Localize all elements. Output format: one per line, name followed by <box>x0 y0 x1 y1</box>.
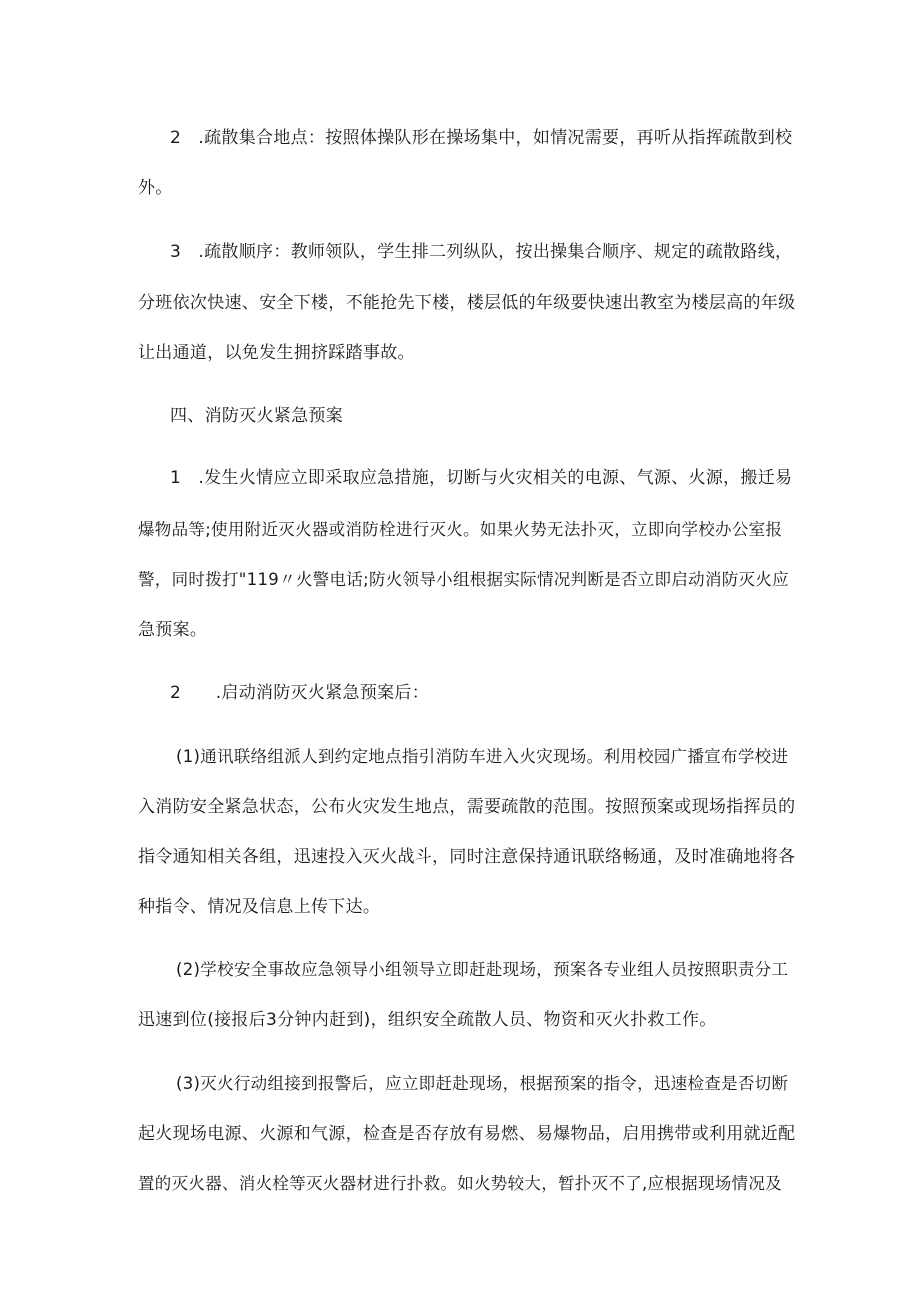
item-3-line-2: 起火现场电源、火源和气源，检查是否存放有易燃、易爆物品，启用携带或利用就近配 <box>138 1124 796 1144</box>
item-1-line-1: (1)通讯联络组派人到约定地点指引消防车进入火灾现场。利用校园广播宣布学校进 <box>176 747 789 766</box>
item-1-line-2: 入消防安全紧急状态，公布火灾发生地点，需要疏散的范围。按照预案或现场指挥员的 <box>138 797 796 817</box>
paragraph-fire-2-line-1: 2 .启动消防灭火紧急预案后： <box>170 683 430 703</box>
item-2-line-1: (2)学校安全事故应急领导小组领导立即赶赴现场，预案各专业组人员按照职责分工 <box>176 960 789 979</box>
paragraph-fire-1-line-4: 急预案。 <box>138 620 208 640</box>
item-1-line-3: 指令通知相关各组，迅速投入灭火战斗，同时注意保持通讯联络畅通，及时准确地将各 <box>138 847 796 867</box>
item-3-line-1: (3)灭火行动组接到报警后，应立即赶赴现场，根据预案的指令，迅速检查是否切断 <box>176 1074 789 1093</box>
item-1-line-4: 种指令、情况及信息上传下达。 <box>138 897 381 917</box>
section-heading-4: 四、消防灭火紧急预案 <box>170 406 343 426</box>
item-2-line-2: 迅速到位(接报后3分钟内赶到)，组织安全疏散人员、物资和灭火扑救工作。 <box>138 1010 717 1030</box>
paragraph-fire-1-line-1: 1 .发生火情应立即采取应急措施，切断与火灾相关的电源、气源、火源，搬迁易 <box>170 468 793 488</box>
paragraph-3-line-2: 分班依次快速、安全下楼，不能抢先下楼，楼层低的年级要快速出教室为楼层高的年级 <box>138 293 796 313</box>
paragraph-2-line-1: 2 .疏散集合地点：按照体操队形在操场集中，如情况需要，再听从指挥疏散到校 <box>170 128 793 148</box>
paragraph-3-line-3: 让出通道，以免发生拥挤踩踏事故。 <box>138 343 415 363</box>
item-3-line-3: 置的灭火器、消火栓等灭火器材进行扑救。如火势较大，暂扑灭不了,应根据现场情况及 <box>138 1174 782 1193</box>
paragraph-fire-1-line-3: 警，同时拨打"119〃火警电话;防火领导小组根据实际情况判断是否立即启动消防灭火应 <box>138 570 789 589</box>
paragraph-3-line-1: 3 .疏散顺序：教师领队，学生排二列纵队，按出操集合顺序、规定的疏散路线， <box>170 242 793 262</box>
paragraph-2-line-2: 外。 <box>138 178 173 198</box>
paragraph-fire-1-line-2: 爆物品等;使用附近灭火器或消防栓进行灭火。如果火势无法扑灭，立即向学校办公室报 <box>138 520 783 539</box>
